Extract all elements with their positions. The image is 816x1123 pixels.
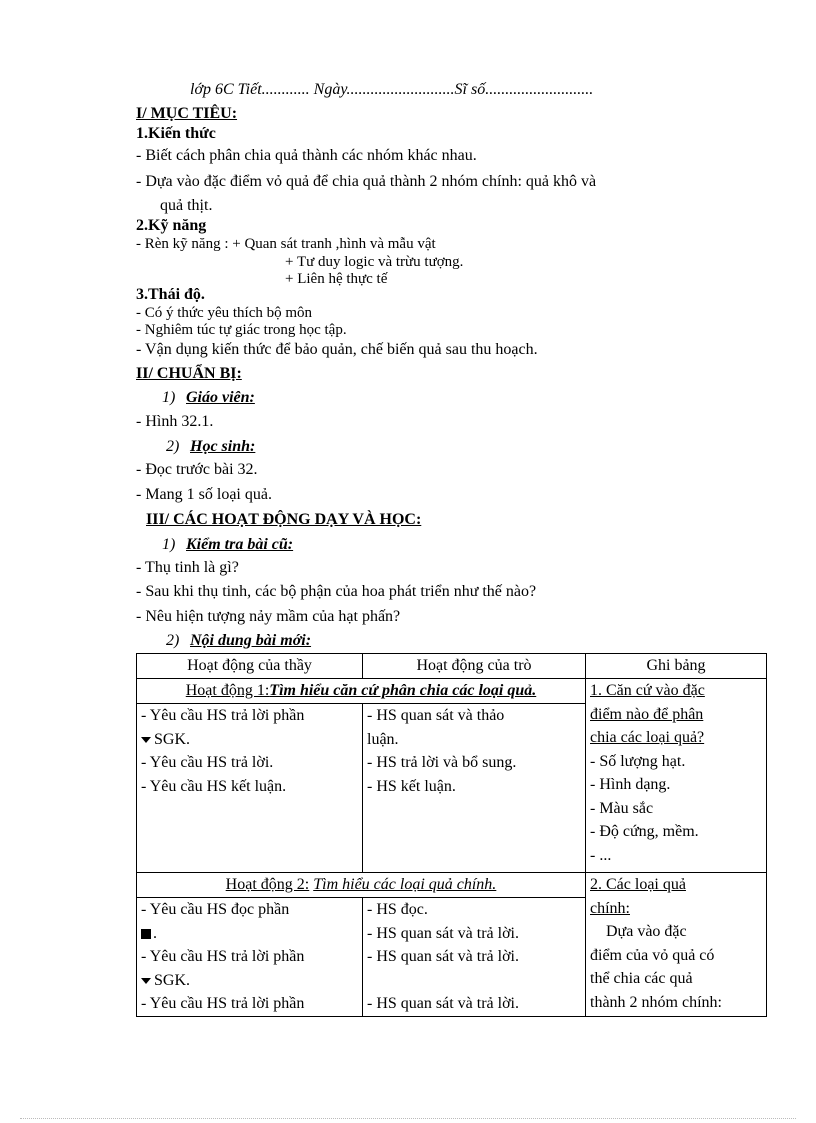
- header-board-notes: Ghi bảng: [586, 654, 767, 679]
- subsection-knowledge: 1.Kiến thức: [136, 125, 216, 142]
- teacher-step: - Yêu cầu HS trả lời phần: [141, 948, 305, 965]
- question-3: - Nêu hiện tượng nảy mầm của hạt phấn?: [136, 608, 401, 625]
- board-1-item: - Hình dạng.: [590, 776, 671, 793]
- student-title: Học sinh:: [190, 438, 256, 455]
- section-title-preparation: II/ CHUẨN BỊ:: [136, 365, 242, 382]
- student-step: - HS quan sát và trả lời.: [367, 995, 519, 1012]
- lesson-header-line: lớp 6C Tiết............ Ngày...........................Sĩ số...........................: [190, 81, 594, 98]
- activity-2-label: Hoạt động 2:: [225, 876, 310, 893]
- check-number: 1): [162, 536, 176, 553]
- board-1-title-line: 1. Căn cứ vào đặc: [590, 682, 705, 699]
- board-notes-2: [586, 873, 767, 1017]
- knowledge-item-2-cont: quả thịt.: [160, 197, 213, 214]
- student-step: - HS quan sát và thảo: [367, 707, 505, 724]
- board-1-title-line: điểm nào để phân: [590, 705, 704, 723]
- board-notes-1: [586, 679, 767, 873]
- teacher-step: SGK.: [141, 969, 358, 993]
- teacher-step: .: [141, 922, 358, 946]
- triangle-down-icon: [141, 978, 151, 984]
- activity-1-title: Tìm hiểu căn cứ phân chia các loại quả.: [269, 682, 537, 699]
- board-1-item: - Độ cứng, mềm.: [590, 823, 699, 840]
- student-step: luận.: [367, 730, 399, 748]
- activity-2-header: [137, 873, 586, 898]
- student-step: - HS kết luận.: [367, 777, 456, 795]
- page-bottom-dotted-line: [20, 1118, 796, 1119]
- student-item-1: - Đọc trước bài 32.: [136, 461, 258, 478]
- subsection-skills: 2.Kỹ năng: [136, 217, 207, 234]
- skill-item-3: + Liên hệ thực tế: [285, 271, 388, 287]
- triangle-down-icon: [141, 737, 151, 743]
- section-title-activities: III/ CÁC HOẠT ĐỘNG DẠY VÀ HỌC:: [146, 511, 422, 528]
- student-step: - HS trả lời và bổ sung.: [367, 754, 517, 771]
- board-2-text-line: Dựa vào đặc: [606, 923, 687, 940]
- board-1-item: - Số lượng hạt.: [590, 752, 686, 770]
- teacher-title: Giáo viên:: [186, 389, 255, 406]
- skill-item-2: + Tư duy logic và trừu tượng.: [285, 254, 464, 270]
- student-step: - HS đọc.: [367, 901, 428, 918]
- header-teacher-activity: Hoạt động của thầy: [137, 654, 363, 679]
- teacher-step: - Yêu cầu HS trả lời phần: [141, 707, 305, 724]
- activity-1-label: Hoạt động 1:: [185, 682, 270, 699]
- teacher-step: - Yêu cầu HS đọc phần: [141, 901, 290, 918]
- activity-1-teacher-cell: [137, 704, 363, 873]
- new-lesson-title: Nội dung bài mới:: [190, 632, 312, 649]
- teacher-step: - Yêu cầu HS trả lời phần: [141, 995, 305, 1012]
- subsection-attitude: 3.Thái độ.: [136, 286, 205, 303]
- student-number: 2): [166, 438, 180, 455]
- student-step: - HS quan sát và trả lời.: [367, 948, 519, 965]
- student-step: - HS quan sát và trả lời.: [367, 924, 519, 942]
- teacher-item: - Hình 32.1.: [136, 413, 214, 430]
- check-title: Kiểm tra bài cũ:: [186, 536, 294, 553]
- attitude-item-1: - Có ý thức yêu thích bộ môn: [136, 305, 313, 321]
- board-1-item: - ...: [590, 846, 612, 864]
- teacher-step: - Yêu cầu HS trả lời.: [141, 754, 274, 771]
- activity-1-header: [137, 679, 586, 704]
- square-icon: [141, 929, 151, 939]
- board-2-text-line: thành 2 nhóm chính:: [590, 993, 722, 1011]
- activity-2-student-cell: [363, 898, 586, 1017]
- board-2-text-line: điểm của vỏ quả có: [590, 946, 715, 964]
- teacher-step: - Yêu cầu HS kết luận.: [141, 777, 287, 795]
- board-2-title-line: 2. Các loại quả: [590, 876, 686, 893]
- attitude-item-3: - Vận dụng kiến thức để bảo quản, chế biến quả sau thu hoạch.: [136, 341, 538, 358]
- header-student-activity: Hoạt động của trò: [363, 654, 586, 679]
- board-1-title-line: chia các loại quả?: [590, 729, 705, 746]
- skill-item-1: - Rèn kỹ năng : + Quan sát tranh ,hình và mẫu vật: [136, 236, 436, 252]
- question-2: - Sau khi thụ tinh, các bộ phận của hoa phát triển như thế nào?: [136, 583, 537, 600]
- knowledge-item-2: - Dựa vào đặc điểm vỏ quả để chia quả thành 2 nhóm chính: quả khô và: [136, 173, 597, 190]
- new-lesson-number: 2): [166, 632, 180, 649]
- teacher-step: SGK.: [141, 728, 358, 752]
- board-1-item: - Màu sắc: [590, 799, 654, 817]
- section-title-objectives: I/ MỤC TIÊU:: [136, 105, 238, 122]
- activity-2-title: Tìm hiểu các loại quả chính.: [313, 876, 497, 893]
- activity-2-teacher-cell: [137, 898, 363, 1017]
- board-2-title-line: chính:: [590, 899, 630, 917]
- teacher-number: 1): [162, 389, 176, 406]
- activity-1-student-cell: [363, 704, 586, 873]
- student-item-2: - Mang 1 số loại quả.: [136, 486, 272, 503]
- board-2-text-line: thể chia các quả: [590, 970, 693, 987]
- attitude-item-2: - Nghiêm túc tự giác trong học tập.: [136, 322, 347, 338]
- student-step: [367, 969, 581, 993]
- knowledge-item-1: - Biết cách phân chia quả thành các nhóm khác nhau.: [136, 147, 477, 164]
- question-1: - Thụ tinh là gì?: [136, 559, 239, 576]
- lesson-plan-table: [136, 653, 767, 1017]
